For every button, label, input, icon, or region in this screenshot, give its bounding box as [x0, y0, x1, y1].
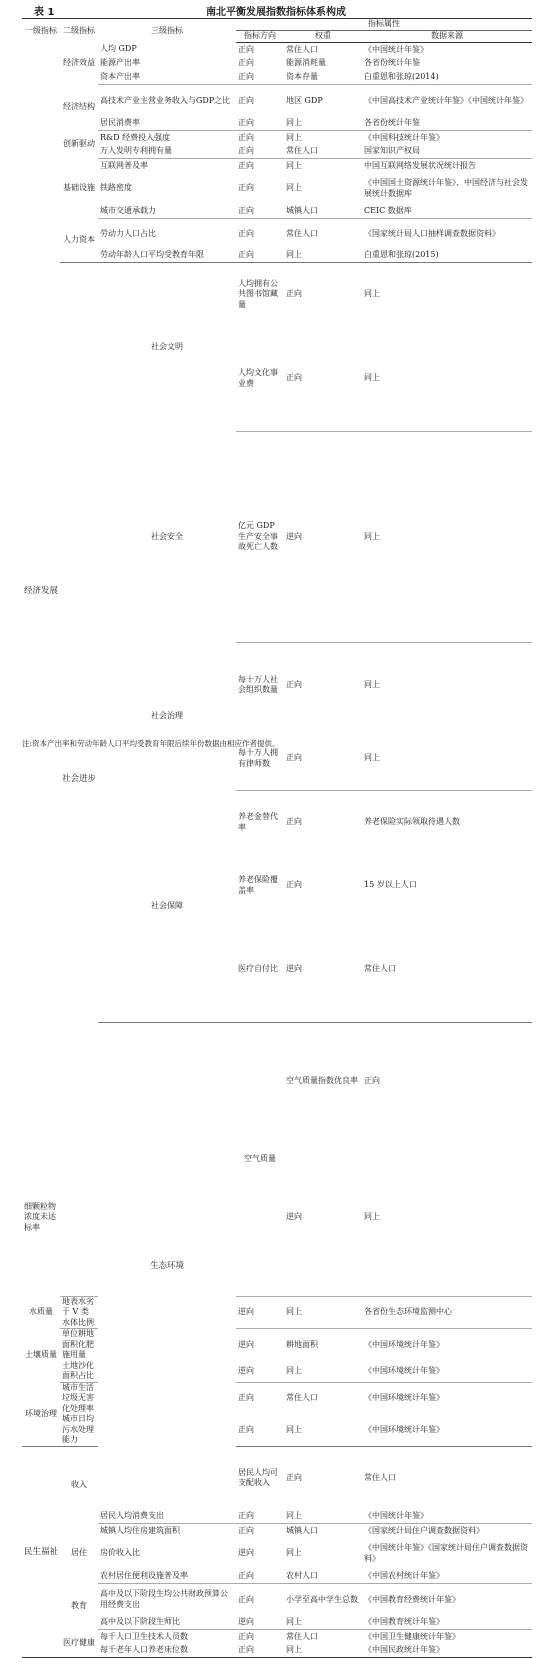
- data-source: 《中国统计年鉴》《国家统计局住户调查数据资料》: [364, 1543, 528, 1563]
- level3-indicator: R&D 经费投入强度: [98, 131, 236, 145]
- level3-indicator: 养老金替代率: [236, 791, 284, 855]
- table-row: [22, 263, 532, 327]
- data-source: 白重恩和张琼(2014): [364, 72, 439, 81]
- indicator-weight: 城镇人口: [286, 206, 318, 215]
- indicator-direction: 正向: [236, 85, 284, 117]
- level2-indicator: 医疗健康: [60, 1630, 98, 1658]
- indicator-direction: 逆向: [286, 1211, 302, 1221]
- level3-indicator: 劳动年龄人口平均受教育年限: [100, 250, 204, 259]
- data-source: 《中国科技统计年鉴》: [362, 131, 532, 145]
- table-note: 注:资本产出率和劳动年龄人口平均受教育年限后续年份数据由相应作者提供。: [22, 739, 280, 748]
- level3-indicator: 细颗粒物浓度未达标率: [24, 1201, 56, 1232]
- indicator-direction: 正向: [236, 131, 284, 145]
- table-row: [22, 145, 532, 159]
- level3-indicator: 养老保险覆盖率: [238, 875, 278, 895]
- indicator-weight: 同上: [364, 1211, 380, 1221]
- indicator-weight: 常住人口: [286, 44, 318, 54]
- indicator-direction: 逆向: [238, 1617, 254, 1626]
- level3-indicator: 地表水劣于 V 类水体比例: [60, 1296, 98, 1329]
- indicator-weight: 同上: [284, 131, 362, 145]
- indicator-table: [22, 18, 532, 1658]
- data-source: 《中国民政统计年鉴》: [362, 1644, 532, 1658]
- indicator-weight: 能源消耗量: [286, 58, 326, 68]
- table-row: [22, 1570, 532, 1584]
- level2-indicator: 水质量: [29, 1307, 53, 1316]
- data-source: 《中国环境统计年鉴》: [364, 1424, 444, 1434]
- level1-indicator: 社会进步: [60, 263, 98, 1297]
- level3-indicator: 单位耕地面积化肥施用量: [60, 1329, 98, 1361]
- level3-indicator: 人均 GDP: [100, 44, 137, 54]
- data-source: 《中国国土资源统计年鉴》、中国经济与社会发展统计数据库: [364, 178, 528, 198]
- data-source: 《中国高技术产业统计年鉴》《中国统计年鉴》: [362, 85, 532, 117]
- data-source: 《中国环境统计年鉴》: [364, 1365, 444, 1375]
- indicator-weight: 同上: [362, 643, 532, 728]
- level3-indicator: 每千老年人口养老床位数: [98, 1644, 236, 1658]
- table-row: [22, 43, 532, 57]
- indicator-direction: 逆向: [238, 1548, 254, 1558]
- level1-indicator: 生态环境: [98, 1023, 236, 1510]
- indicator-direction: 正向: [286, 373, 302, 383]
- table-title: 南北平衡发展指数指标体系构成: [206, 7, 346, 18]
- table-row: [22, 1510, 532, 1524]
- table-row: [22, 1538, 532, 1570]
- level2-indicator: 创新驱动: [63, 139, 95, 149]
- header-attributes: 指标属性: [236, 19, 532, 31]
- header-direction: 指标方向: [236, 31, 284, 43]
- table-row: [22, 1644, 532, 1658]
- indicator-direction: 正向: [236, 1524, 284, 1538]
- indicator-weight: 同上: [286, 1424, 302, 1434]
- indicator-weight: 小学至高中学生总数: [284, 1584, 362, 1616]
- indicator-direction: 逆向: [284, 432, 362, 643]
- level3-indicator: 医疗自付比: [238, 964, 278, 974]
- indicator-weight: 城镇人口: [284, 1524, 362, 1538]
- table-row: [22, 219, 532, 249]
- table-row: [22, 1524, 532, 1538]
- indicator-weight: 同上: [362, 263, 532, 327]
- table-row: [22, 71, 532, 85]
- level2-indicator: 收入: [60, 1446, 98, 1524]
- indicator-weight: 同上: [364, 373, 380, 383]
- level3-indicator: 居民人均消费支出: [100, 1511, 164, 1520]
- indicator-direction: 正向: [362, 1023, 532, 1139]
- table-body: [22, 43, 532, 1658]
- data-source: 《中国环境统计年鉴》: [362, 1329, 532, 1361]
- table-row: [22, 1023, 532, 1139]
- header-weight: 权重: [284, 31, 362, 43]
- indicator-direction: 正向: [236, 1644, 284, 1658]
- table-row: [22, 57, 532, 71]
- indicator-direction: 正向: [236, 1630, 284, 1644]
- indicator-weight: 养老保险实际领取待遇人数: [362, 791, 532, 855]
- indicator-direction: 正向: [236, 159, 284, 173]
- indicator-weight: 同上: [284, 1296, 362, 1329]
- indicator-weight: 同上: [286, 1365, 302, 1375]
- level3-indicator: 亿元 GDP 生产安全事故死亡人数: [236, 432, 284, 643]
- indicator-weight: 同上: [286, 118, 302, 127]
- level3-indicator: 劳动力人口占比: [98, 219, 236, 249]
- level3-indicator: 每十万人拥有律师数: [238, 748, 278, 768]
- table-row: [22, 249, 532, 263]
- indicator-weight: 同上: [284, 1644, 362, 1658]
- data-source: 《中国教育经费统计年鉴》: [362, 1584, 532, 1616]
- level3-indicator: 空气质量指数优良率: [284, 1023, 362, 1139]
- indicator-direction: 正向: [284, 1446, 362, 1510]
- table-caption: [0, 0, 552, 18]
- table-row: [22, 1584, 532, 1616]
- data-source: 国家知识产权局: [364, 146, 420, 155]
- indicator-weight: 常住人口: [362, 1446, 532, 1510]
- table-label: 表 1: [34, 7, 55, 18]
- indicator-direction: 正向: [238, 250, 254, 259]
- indicator-weight: 常住人口: [284, 1382, 362, 1414]
- level3-indicator: 居民消费率: [100, 118, 140, 127]
- indicator-direction: 正向: [286, 880, 302, 890]
- header-level3: 三级指标: [98, 19, 236, 43]
- indicator-direction: 正向: [286, 753, 302, 763]
- indicator-direction: 正向: [236, 1584, 284, 1616]
- level3-indicator: 居民人均可支配收入: [236, 1446, 284, 1510]
- header-level2: 二级指标: [60, 19, 98, 43]
- indicator-weight: 地区 GDP: [284, 85, 362, 117]
- indicator-direction: 逆向: [286, 964, 302, 974]
- table-row: [22, 85, 532, 117]
- level3-indicator: 农村居住便利设施普及率: [100, 1571, 188, 1580]
- level2-indicator: 环境治理: [25, 1408, 57, 1418]
- level3-indicator: 铁路密度: [100, 183, 132, 193]
- data-source: 《中国卫生健康统计年鉴》: [362, 1630, 532, 1644]
- level2-indicator: 社会保障: [151, 901, 183, 910]
- indicator-direction: 逆向: [236, 1296, 284, 1329]
- level3-indicator: 城市生活垃圾无害化处理率: [60, 1382, 98, 1414]
- indicator-weight: 资本存量: [286, 72, 318, 81]
- data-source: 《中国环境统计年鉴》: [362, 1382, 532, 1414]
- data-source: 《中国教育统计年鉴》: [364, 1617, 444, 1626]
- data-source: 中国互联网络发展状况统计报告: [362, 159, 532, 173]
- indicator-direction: 正向: [284, 791, 362, 855]
- header-source: 数据来源: [362, 31, 532, 43]
- indicator-direction: 正向: [238, 72, 254, 81]
- level2-indicator: 土壤质量: [25, 1350, 57, 1359]
- indicator-direction: 正向: [238, 206, 254, 215]
- level2-indicator: 人力资本: [63, 235, 95, 244]
- indicator-weight: 同上: [362, 432, 532, 643]
- indicator-weight: 同上: [286, 1548, 302, 1558]
- level3-indicator: 城市交通承载力: [100, 206, 156, 215]
- header-level1: 一级指标: [22, 19, 60, 43]
- level2-indicator: 基础设施: [63, 183, 95, 193]
- indicator-direction: 正向: [238, 58, 254, 68]
- indicator-direction: 正向: [284, 263, 362, 327]
- level3-indicator: 人均文化事业费: [238, 368, 278, 388]
- indicator-direction: 正向: [238, 1571, 254, 1580]
- level3-indicator: 高中及以下阶段生均公共财政预算公用经费支出: [98, 1584, 236, 1616]
- data-source: 《国家统计局人口抽样调查数据资料》: [362, 219, 532, 249]
- indicator-weight: 常住人口: [284, 219, 362, 249]
- level3-indicator: 房价收入比: [100, 1548, 140, 1558]
- indicator-direction: 正向: [238, 146, 254, 155]
- level2-indicator: 社会文明: [98, 263, 236, 432]
- level1-indicator: 民生福祉: [22, 1446, 60, 1658]
- table-row: [22, 432, 532, 643]
- indicator-weight: 同上: [286, 183, 302, 193]
- data-source: 各省份统计年鉴: [364, 58, 420, 68]
- table-row: [22, 205, 532, 219]
- data-source: 各省份生态环境监测中心: [362, 1296, 532, 1329]
- level2-indicator: 经济效益: [63, 58, 95, 68]
- table-row: [22, 159, 532, 173]
- indicator-weight: 耕地面积: [284, 1329, 362, 1361]
- indicator-direction: 正向: [238, 1511, 254, 1520]
- level3-indicator: 互联网普及率: [98, 159, 236, 173]
- level3-indicator: 能源产出率: [100, 58, 140, 68]
- indicator-direction: 正向: [238, 183, 254, 193]
- indicator-weight: 常住人口: [286, 146, 318, 155]
- indicator-direction: 正向: [284, 643, 362, 728]
- indicator-direction: 逆向: [238, 1365, 254, 1375]
- indicator-direction: 正向: [236, 219, 284, 249]
- table-row: [22, 131, 532, 145]
- indicator-direction: 正向: [236, 1382, 284, 1414]
- level2-indicator: 社会治理: [151, 711, 183, 721]
- table-row: [22, 117, 532, 131]
- indicator-weight: 15 岁以上人口: [364, 880, 417, 890]
- level3-indicator: 土地沙化面积占比: [62, 1360, 94, 1380]
- indicator-weight: 同上: [364, 753, 380, 763]
- level3-indicator: 城镇人均住房建筑面积: [98, 1524, 236, 1538]
- indicator-weight: 同上: [284, 159, 362, 173]
- indicator-weight: 农村人口: [286, 1571, 318, 1580]
- indicator-weight: 同上: [286, 1511, 302, 1520]
- level3-indicator: 高技术产业主营业务收入与GDP之比: [98, 85, 236, 117]
- table-row: [22, 173, 532, 205]
- data-source: 《中国统计年鉴》: [364, 1511, 428, 1520]
- level2-indicator: 教育: [71, 1601, 87, 1611]
- indicator-weight: 常住人口: [284, 1630, 362, 1644]
- indicator-direction: 逆向: [236, 1329, 284, 1361]
- data-source: 白重恩和张琼(2015): [364, 250, 439, 259]
- data-source: 《中国统计年鉴》: [364, 44, 428, 54]
- level3-indicator: 城市日均污水处理能力: [62, 1414, 94, 1444]
- table-row: [22, 791, 532, 855]
- table-row: [22, 1630, 532, 1644]
- level2-indicator: 社会安全: [151, 531, 183, 541]
- level2-indicator: 居住: [71, 1548, 87, 1558]
- indicator-direction: 正向: [238, 118, 254, 127]
- data-source: 《中国农村统计年鉴》: [364, 1571, 444, 1580]
- level3-indicator: 每十万人社会组织数量: [236, 643, 284, 728]
- indicator-weight: 同上: [286, 250, 302, 259]
- indicator-direction: 正向: [238, 1424, 254, 1434]
- level3-indicator: 高中及以下阶段生师比: [100, 1617, 180, 1626]
- indicator-direction: 正向: [238, 44, 254, 54]
- data-source: 各省份统计年鉴: [364, 118, 420, 127]
- table-row: [22, 1616, 532, 1630]
- indicator-weight: 同上: [286, 1617, 302, 1626]
- indicator-weight: 常住人口: [364, 964, 396, 974]
- level2-indicator: 经济结构: [63, 102, 95, 112]
- data-source: 《国家统计局住户调查数据资料》: [362, 1524, 532, 1538]
- data-source: CEIC 数据库: [364, 206, 412, 215]
- level3-indicator: 资本产出率: [100, 72, 140, 81]
- level3-indicator: 每千人口卫生技术人员数: [98, 1630, 236, 1644]
- table-row: [22, 643, 532, 728]
- level1-indicator: 经济发展: [24, 585, 59, 596]
- level3-indicator: 人均拥有公共图书馆藏量: [236, 263, 284, 327]
- level3-indicator: 万人发明专利拥有量: [100, 146, 172, 155]
- level2-indicator: 空气质量: [236, 1023, 284, 1297]
